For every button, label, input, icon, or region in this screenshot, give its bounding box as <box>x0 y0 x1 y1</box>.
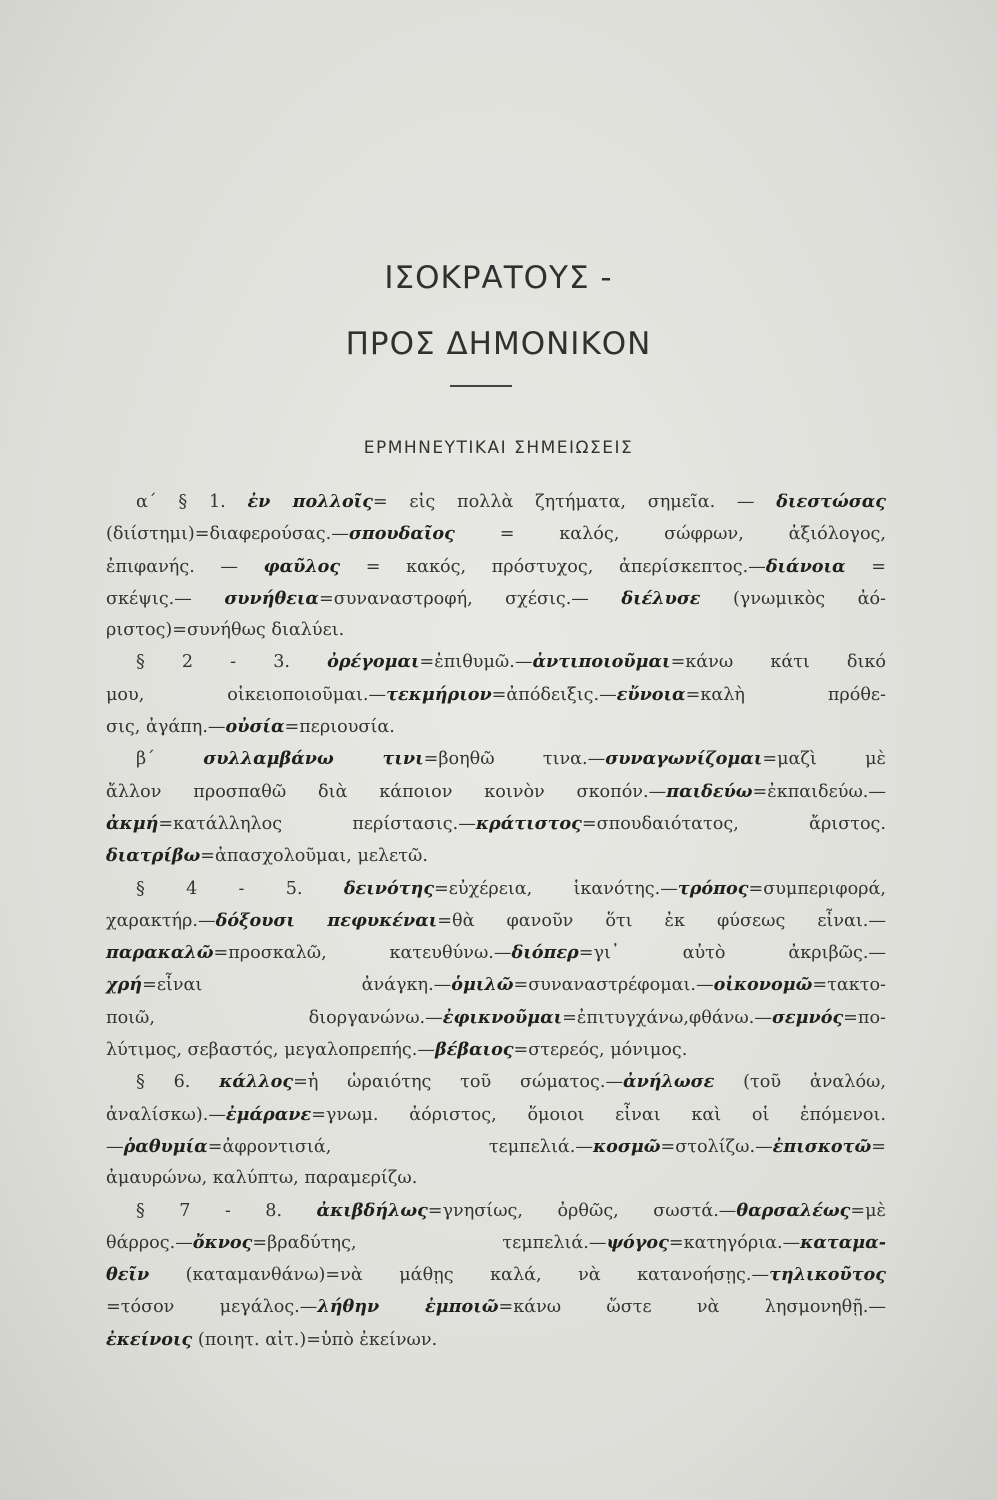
note-line: § 4 - 5. δεινότης=εὐχέρεια, ἱκανότης.—τρόπος=συμπεριφορά, <box>136 877 886 899</box>
note-line: μου, οἰκειοποιοῦμαι.—τεκμήριον=ἀπόδειξις.—εὔνοια=καλὴ πρόθε- <box>106 683 886 705</box>
note-line: ἄλλον προσπαθῶ διὰ κάποιον κοινὸν σκοπόν.—παιδεύω=ἐκπαιδεύω.— <box>106 780 886 802</box>
note-line: ἀκμή=κατάλληλος περίστασις.—κράτιστος=σπουδαιότατος, ἄριστος. <box>106 812 886 834</box>
note-line: (διίστημι)=διαφερούσας.—σπουδαῖος = καλός, σώφρων, ἀξιόλογος, <box>106 523 886 545</box>
note-line: § 7 - 8. ἀκιβδήλως=γνησίως, ὀρθῶς, σωστά.—θαρσαλέως=μὲ <box>136 1199 886 1221</box>
note-line: χαρακτήρ.—δόξουσι πεφυκέναι=θὰ φανοῦν ὅτι ἐκ φύσεως εἶναι.— <box>106 909 886 931</box>
note-line: § 6. κάλλος=ἡ ὡραιότης τοῦ σώματος.—ἀνήλωσε (τοῦ ἀναλόω, <box>136 1071 886 1093</box>
note-line: ριστος)=συνήθως διαλύει. <box>106 620 345 641</box>
note-line: =τόσον μεγάλος.—λήθην ἐμποιῶ=κάνω ὥστε νὰ λησμονηθῇ.— <box>106 1296 886 1318</box>
note-line: β΄ συλλαμβάνω τινι=βοηθῶ τινα.—συναγωνίζομαι=μαζὶ μὲ <box>136 748 886 770</box>
note-line: σις, ἀγάπη.—οὐσία=περιουσία. <box>106 716 395 738</box>
note-line: —ῥαθυμία=ἀφροντισιά, τεμπελιά.—κοσμῶ=στολίζω.—ἐπισκοτῶ= <box>106 1135 886 1157</box>
notes-body <box>106 486 886 1356</box>
note-line: ἀμαυρώνω, καλύπτω, παραμερίζω. <box>106 1168 418 1189</box>
note-line: σκέψις.— συνήθεια=συναναστροφή, σχέσις.— διέλυσε (γνωμικὸς ἀό- <box>106 587 886 609</box>
note-line: θάρρος.—ὄκνος=βραδύτης, τεμπελιά.—ψόγος=κατηγόρια.—καταμα- <box>106 1231 886 1253</box>
note-line: χρή=εἶναι ἀνάγκη.—ὁμιλῶ=συναναστρέφομαι.—οἰκονομῶ=τακτο- <box>106 974 886 996</box>
note-line: ἐκείνοις (ποιητ. αἰτ.)=ὑπὸ ἐκείνων. <box>106 1328 438 1350</box>
note-line: θεῖν (καταμανθάνω)=νὰ μάθῃς καλά, νὰ κατανοήσῃς.—τηλικοῦτος <box>106 1264 886 1286</box>
note-line: λύτιμος, σεβαστός, μεγαλοπρεπής.—βέβαιος=στερεός, μόνιμος. <box>106 1039 688 1061</box>
note-line: § 2 - 3. ὀρέγομαι=ἐπιθυμῶ.—ἀντιποιοῦμαι=κάνω κάτι δικό <box>136 651 887 673</box>
note-line: ποιῶ, διοργανώνω.—ἐφικνοῦμαι=ἐπιτυγχάνω,φθάνω.—σεμνός=πο- <box>106 1006 886 1028</box>
note-line: διατρίβω=ἀπασχολοῦμαι, μελετῶ. <box>106 845 428 867</box>
note-line: α΄ § 1. ἐν πολλοῖς= εἰς πολλὰ ζητήματα, σημεῖα. — διεστώσας <box>136 491 886 512</box>
note-line: παρακαλῶ=προσκαλῶ, κατευθύνω.—διόπερ=γι᾿ αὐτὸ ἀκριβῶς.— <box>106 942 887 964</box>
work-title: ΠΡΟΣ ΔΗΜΟΝΙΚΟΝ <box>345 326 652 362</box>
author-title: ΙΣΟΚΡΑΤΟΥΣ - <box>384 260 613 296</box>
title-divider <box>450 385 512 387</box>
note-line: ἐπιφανής. — φαῦλος = κακός, πρόστυχος, ἀπερίσκεπτος.—διάνοια = <box>106 555 886 577</box>
note-line: ἀναλίσκω).—ἐμάρανε=γνωμ. ἀόριστος, ὅμοιοι εἶναι καὶ οἱ ἑπόμενοι. <box>106 1103 886 1125</box>
section-subtitle: ΕΡΜΗΝΕΥΤΙΚΑΙ ΣΗΜΕΙΩΣΕΙΣ <box>363 438 634 458</box>
